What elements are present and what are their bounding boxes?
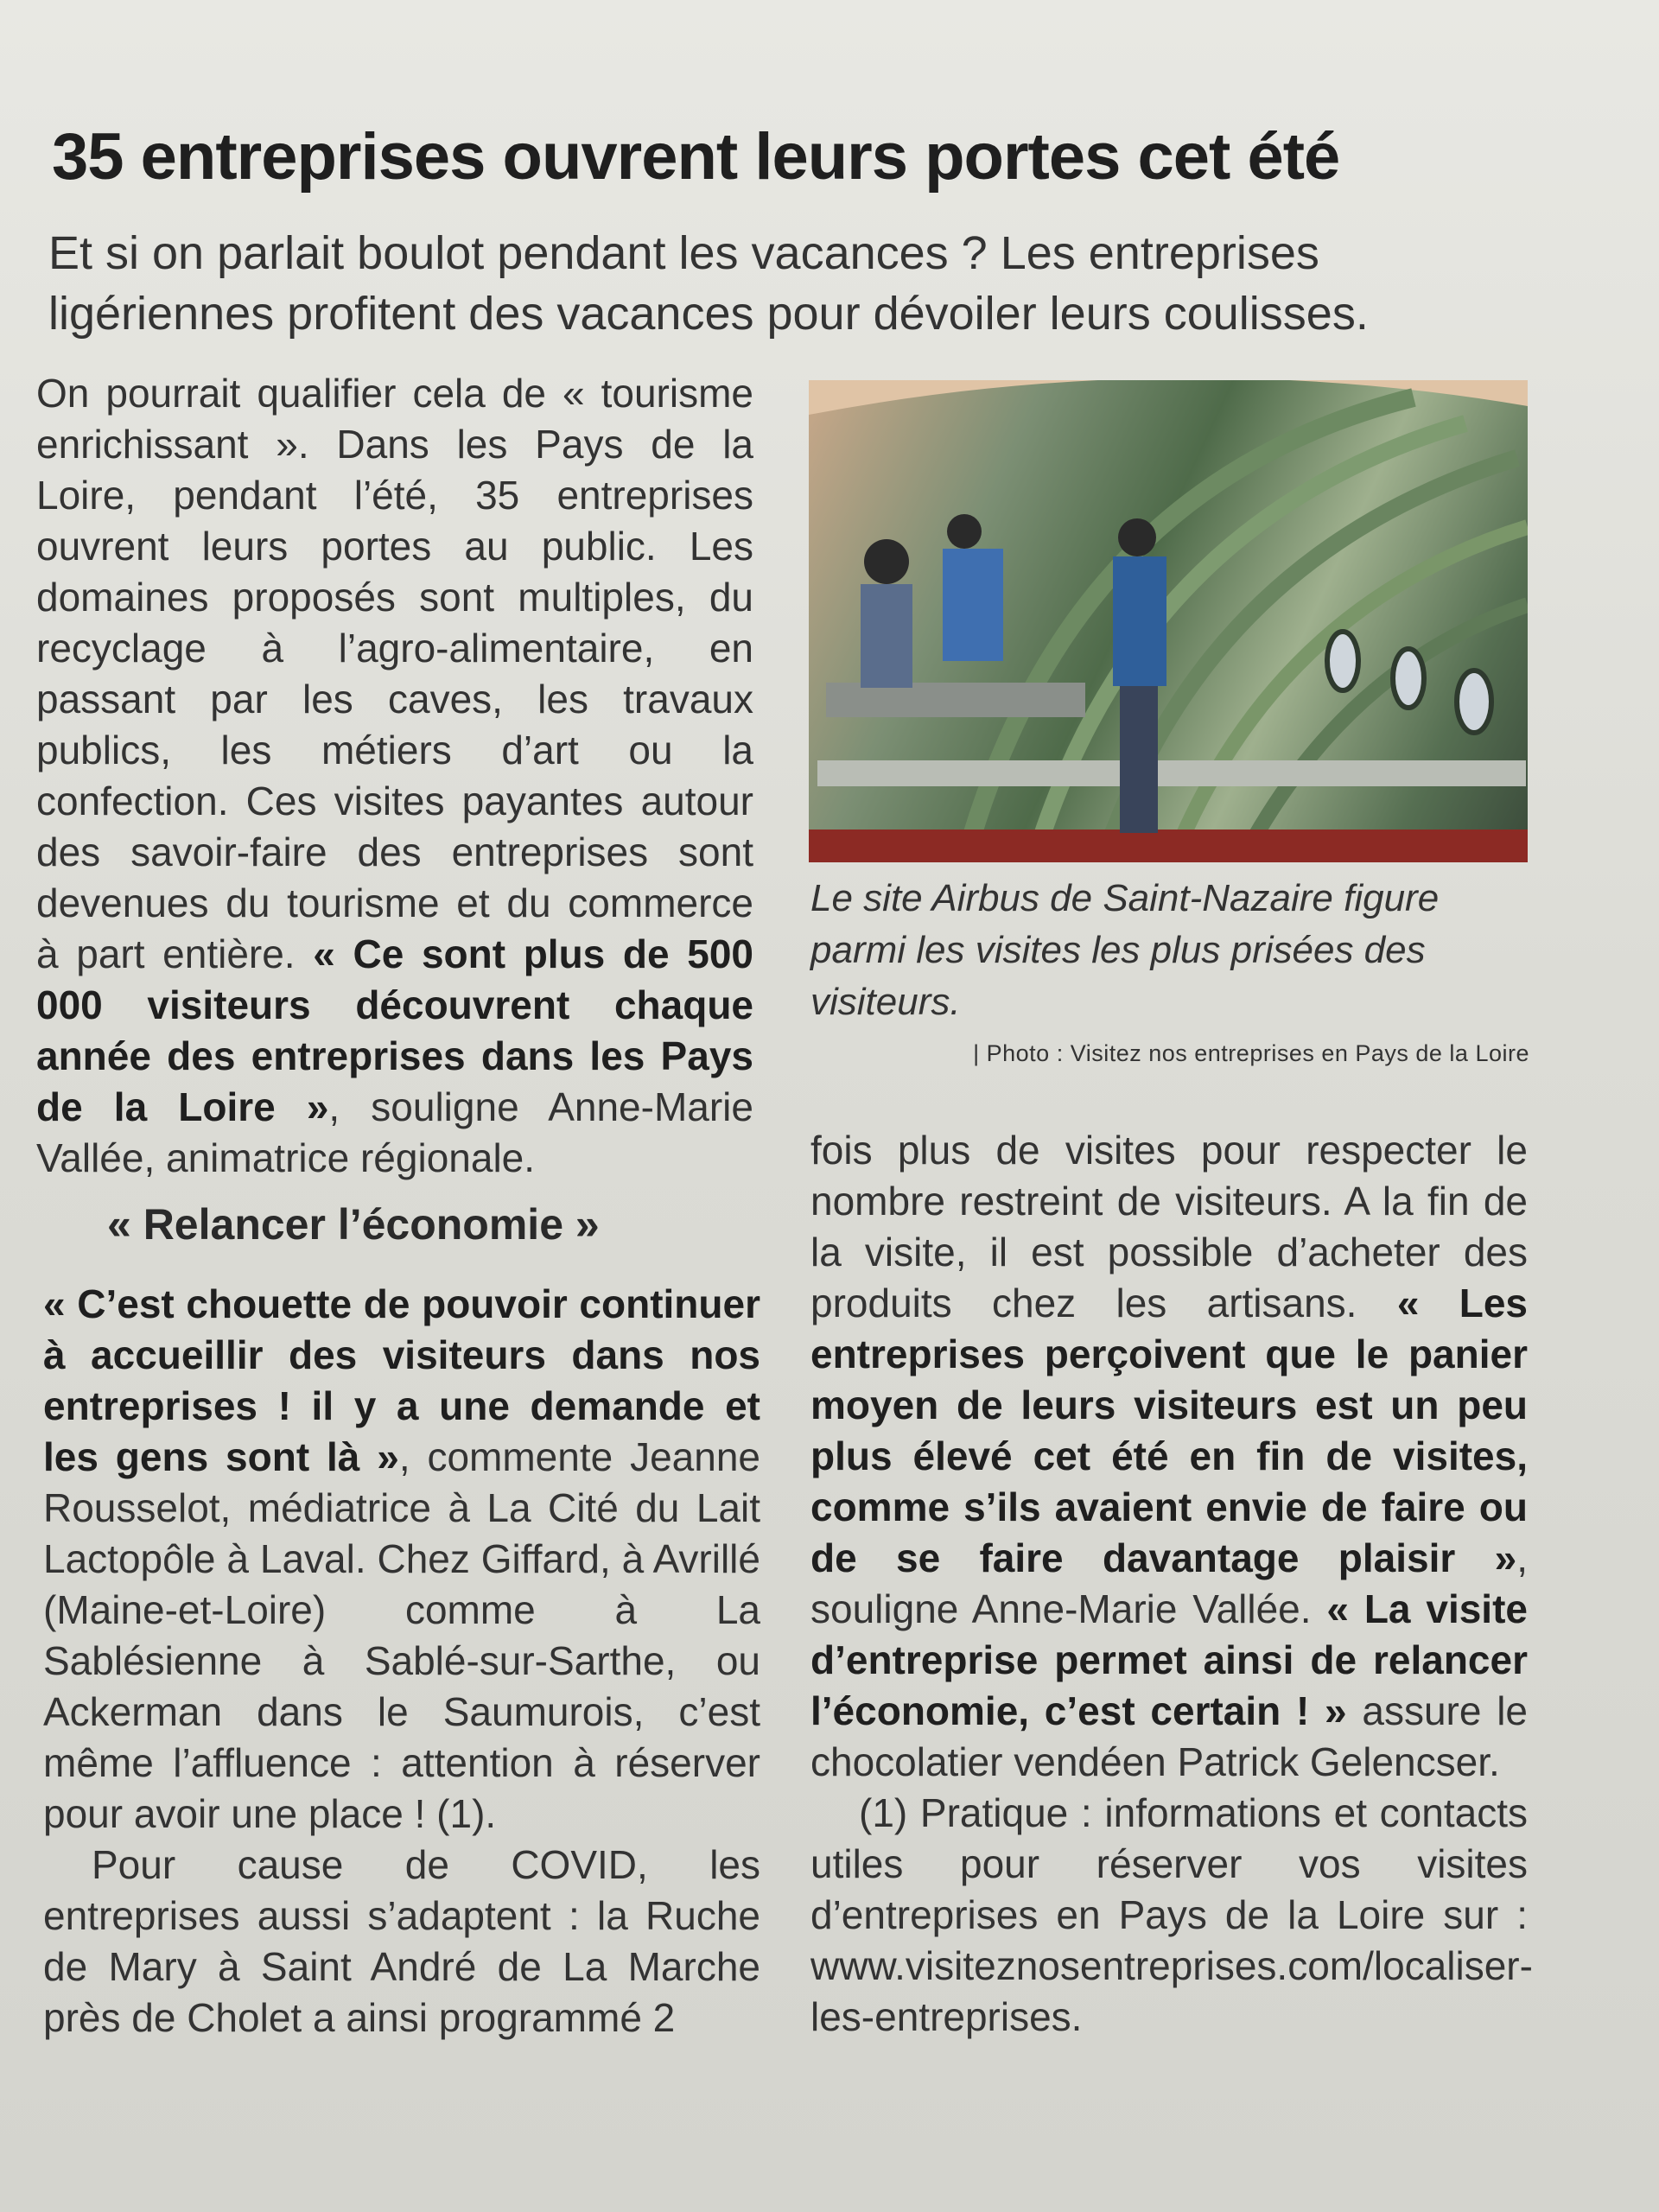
paragraph-1-end: , souligne Anne-Marie Vallée, animatrice régionale. [36, 1084, 753, 1180]
fuselage-illustration [809, 380, 1528, 862]
paragraph-2 [43, 1279, 760, 1840]
paragraph-1-quote: « Ce sont plus de 500 000 visiteurs découvrent chaque année des entreprises dans les Pays de la Loire » [36, 931, 753, 1129]
airbus-photo [809, 380, 1528, 862]
paragraph-3-start: Pour cause de COVID, les entreprises aussi s’adaptent : la Ruche de Mary à Saint André de La Marche près de Cholet a ainsi programmé 2 [43, 1842, 760, 2040]
headline: 35 entreprises ouvrent leurs portes cet été [52, 120, 1340, 194]
deck: Et si on parlait boulot pendant les vacances ? Les entreprises ligériennes profitent des vacances pour dévoiler leurs coulisses. [48, 227, 1369, 340]
paragraph-3-continued [810, 1125, 1528, 1788]
paragraph-3-quote: « Les entreprises perçoivent que le panier moyen de leurs visiteurs est un peu plus élevé cet été en fin de visites, comme s’ils avaient envie de faire ou de se faire davantage plaisir » [810, 1281, 1528, 1580]
paragraph-1 [36, 368, 753, 1184]
paragraph-3-end: assure le chocolatier vendéen Patrick Gelencser. [810, 1688, 1528, 1784]
paragraph-2-end: , commente Jeanne Rousselot, médiatrice à La Cité du Lait Lactopôle à Laval. Chez Giffard, à Avrillé (Maine-et-Loire) comme à La Sablésienne à Sablé-sur-Sarthe, ou Ackerman dans le Saumurois, c’est même l’affluence : attention à réserver pour avoir une place ! (1). [43, 1434, 760, 1836]
column-right [810, 1125, 1533, 2043]
subheading: « Relancer l’économie » [107, 1200, 600, 1249]
column-left-top [36, 368, 753, 1184]
paragraph-3-right-start: fois plus de visites pour respecter le nombre restreint de visiteurs. A la fin de la visite, il est possible d’acheter des produits chez les artisans. [810, 1128, 1528, 1325]
paragraph-3-mid: , souligne Anne-Marie Vallée. [810, 1535, 1528, 1631]
practical-note: (1) Pratique : informations et contacts utiles pour réserver vos visites d’entreprises en Pays de la Loire sur : www.visiteznosentreprises.com/localiser-les-entreprises. [810, 1790, 1533, 2039]
paragraph-1-start: On pourrait qualifier cela de « tourisme enrichissant ». Dans les Pays de la Loire, pendant l’été, 35 entreprises ouvrent leurs portes au public. Les domaines proposés sont multiples, du recyclage à l’agro-alimentaire, en passant par les caves, les travaux publics, les métiers d’art ou la confection. Ces visites payantes autour des savoir-faire des entreprises sont devenues du tourisme et du commerce à part entière. [36, 371, 753, 976]
column-left-bottom [43, 1279, 760, 2044]
paragraph-3-quote-2: « La visite d’entreprise permet ainsi de relancer l’économie, c’est certain ! » [810, 1586, 1528, 1733]
paragraph-2-quote: « C’est chouette de pouvoir continuer à accueillir des visiteurs dans nos entreprises ! il y a une demande et les gens sont là » [43, 1281, 760, 1479]
photo-caption: Le site Airbus de Saint-Nazaire figure parmi les visites les plus prisées des visiteurs. [810, 877, 1440, 1023]
photo-credit: | Photo : Visitez nos entreprises en Pays de la Loire [973, 1040, 1529, 1066]
